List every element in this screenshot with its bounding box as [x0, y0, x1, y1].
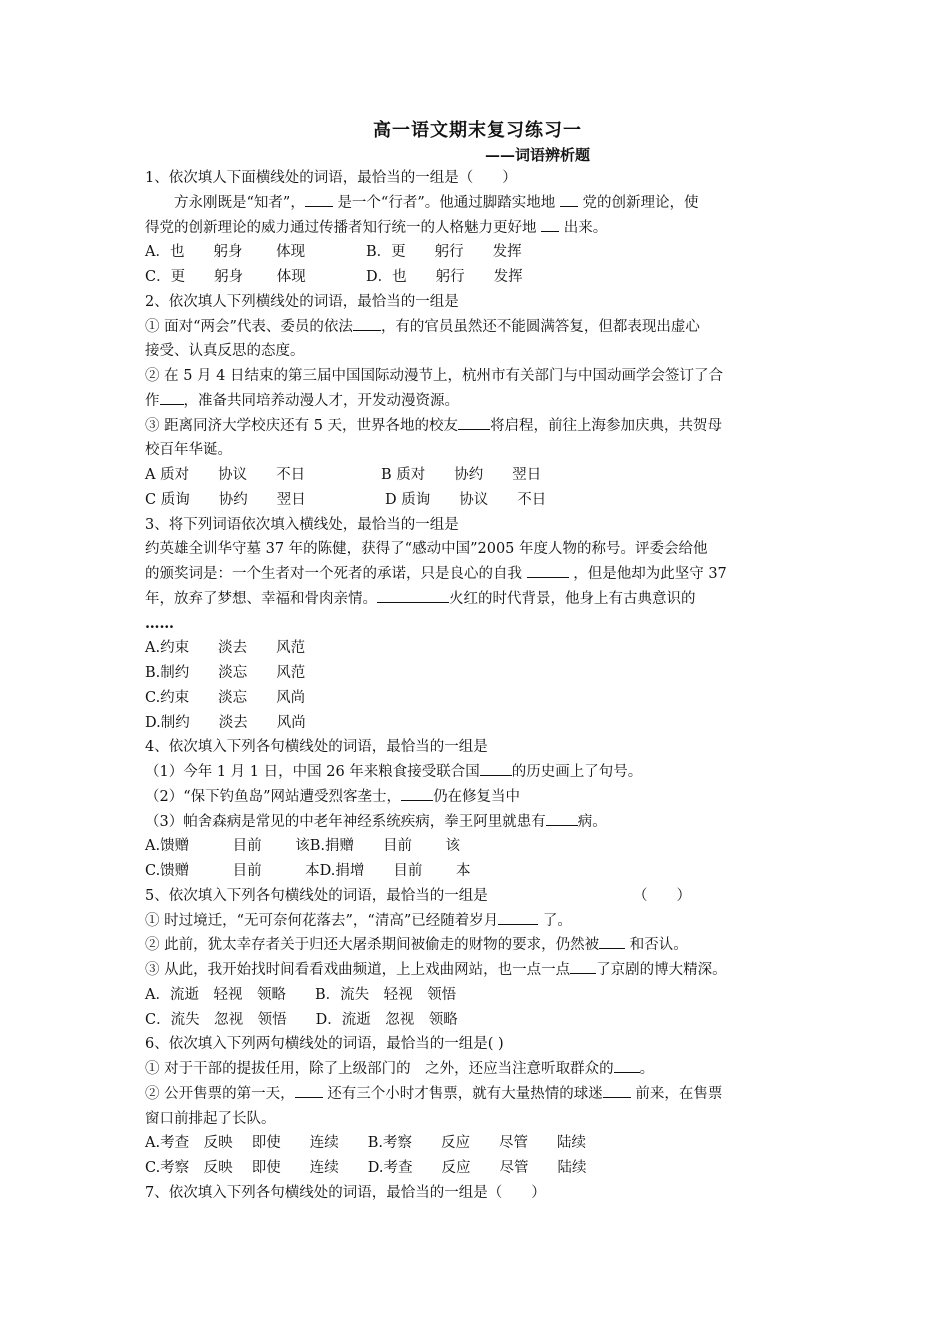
option-c[interactable]: C 质询 协约 翌日 — [145, 491, 306, 508]
q6-stem: 6、依次填入下列两句横线处的词语，最恰当的一组是( ) — [145, 1036, 504, 1053]
text: 仍在修复当中 — [433, 788, 521, 805]
text: ② 公开售票的第一天， — [145, 1085, 295, 1102]
q4-sentence-1 — [145, 760, 810, 785]
q1-passage-line — [145, 191, 810, 216]
text: （3）帕舍森病是常见的中老年神经系统疾病，拳王阿里就患有 — [145, 813, 546, 830]
q4-options-ab[interactable]: A.馈赠 目前 该B.捐赠 目前 该 — [145, 838, 461, 855]
q6-sentence-1 — [145, 1057, 810, 1082]
answer-blank — [480, 761, 512, 776]
answer-paren: （ ） — [633, 887, 691, 904]
q2-sentence-2: ② 在 5 月 4 日结束的第三届中国国际动漫节上，杭州市有关部门与中国动画学会签订了合 — [145, 368, 723, 384]
answer-blank — [614, 1058, 640, 1073]
q1-options-row — [145, 265, 810, 290]
text: ① 时过境迁，“无可奈何花落去”，“清高”已经随着岁月 — [145, 912, 499, 929]
answer-blank — [458, 415, 490, 430]
option-a[interactable]: A.约束 淡去 风范 — [145, 640, 306, 657]
option-c[interactable]: C．更 躬身 体现 — [145, 269, 306, 285]
option-a[interactable]: A．也 躬身 体现 — [145, 244, 306, 261]
text: 作 — [145, 392, 160, 409]
option-b[interactable]: B.制约 淡忘 风范 — [145, 665, 306, 681]
q1-stem: 1、依次填人下面横线处的词语，最恰当的一组是（ ） — [145, 170, 517, 186]
q6-sentence-2-cont: 窗口前排起了长队。 — [145, 1110, 276, 1127]
text: 火红的时代背景，他身上有古典意识的 — [449, 590, 696, 607]
text: ① 对于干部的提拔任用，除了上级部门的 之外，还应当注意听取群众的 — [145, 1061, 614, 1077]
text: ① 面对“两会”代表、委员的依法 — [145, 318, 353, 335]
answer-blank — [295, 1083, 323, 1098]
text: （2）“保下钓鱼岛”网站遭受烈客垄士， — [145, 788, 402, 805]
text: 方永刚既是“知者”， — [174, 194, 305, 211]
q5-stem — [145, 884, 810, 909]
q2-sentence-3 — [145, 414, 810, 439]
option-d[interactable]: D．也 躬行 发挥 — [366, 269, 523, 285]
q5-options-ab[interactable]: A．流逝 轻视 领略 B．流失 轻视 领悟 — [145, 986, 457, 1003]
q3-stem: 3、将下列词语依次填入横线处，最恰当的一组是 — [145, 516, 459, 533]
q2-options-row — [145, 488, 810, 513]
text: ，有的官员虽然还不能圆满答复，但都表现出虚心 — [380, 318, 700, 335]
page-title: 高一语文期末复习练习一 — [373, 120, 582, 141]
q4-stem: 4、依次填入下列各句横线处的词语，最恰当的一组是 — [145, 739, 488, 756]
answer-blank — [560, 192, 578, 207]
answer-blank — [498, 910, 538, 925]
answer-blank — [603, 1083, 631, 1098]
q7-stem: 7、依次填入下列各句横线处的词语，最恰当的一组是（ ） — [145, 1184, 546, 1201]
q4-sentence-3 — [145, 810, 810, 835]
text: ② 此前，犹太幸存者关于归还大屠杀期间被偷走的财物的要求，仍然被 — [145, 937, 600, 954]
option-c[interactable]: C.约束 淡忘 风尚 — [145, 689, 306, 706]
q2-sentence-1-cont: 接受、认真反思的态度。 — [145, 343, 305, 360]
text: 得党的创新理论的威力通过传播者知行统一的人格魅力更好地 — [145, 219, 537, 236]
q6-options-cd[interactable]: C.考察 反映 即使 连续 D.考查 反应 尽管 陆续 — [145, 1160, 587, 1176]
q3-passage-line — [145, 587, 810, 612]
q5-sentence-1 — [145, 909, 810, 934]
text: ，但是他却为此坚守 37 — [573, 566, 727, 582]
text: ③ 从此，我开始找时间看看戏曲频道，上上戏曲网站，也一点一点 — [145, 962, 571, 978]
q2-options-row — [145, 463, 810, 488]
text: 的颁奖词是：一个生者对一个死者的承诺，只是良心的自我 — [145, 566, 522, 582]
q1-passage-line — [145, 216, 810, 241]
answer-blank — [541, 217, 559, 232]
text: ③ 距离同济大学校庆还有 5 天，世界各地的校友 — [145, 417, 459, 434]
q6-sentence-2 — [145, 1082, 810, 1107]
page-subtitle: ——词语辨析题 — [484, 146, 590, 164]
q4-sentence-2 — [145, 785, 810, 810]
q6-options-ab[interactable]: A.考查 反映 即使 连续 B.考察 反应 尽管 陆续 — [145, 1135, 586, 1152]
q1-options-row — [145, 240, 810, 265]
text: 党的创新理论，使 — [582, 194, 699, 211]
answer-blank — [599, 934, 625, 949]
answer-blank — [377, 588, 449, 603]
text: 。 — [639, 1061, 655, 1077]
q4-options-cd[interactable]: C.馈赠 目前 本D.捐增 目前 本 — [145, 863, 471, 879]
q3-passage-line: 约英雄全训华守墓 37 年的陈健，获得了“感动中国”2005 年度人物的称号。评委会给他 — [145, 541, 708, 558]
answer-blank — [353, 316, 381, 331]
q2-stem: 2、依次填人下列横线处的词语，最恰当的一组是 — [145, 293, 459, 310]
option-b[interactable]: B 质对 协约 翌日 — [381, 467, 542, 483]
text: ，准备共同培养动漫人才，开发动漫资源。 — [183, 392, 459, 409]
q5-options-cd[interactable]: C．流失 忽视 领悟 D．流逝 忽视 领略 — [145, 1011, 458, 1028]
q5-sentence-2 — [145, 933, 810, 958]
q5-sentence-3 — [145, 958, 810, 983]
answer-blank — [160, 390, 184, 405]
text: 和否认。 — [629, 937, 688, 954]
text: 病。 — [577, 813, 607, 830]
answer-blank — [570, 959, 596, 974]
option-d[interactable]: D.制约 淡去 风尚 — [145, 714, 306, 731]
option-b[interactable]: B．更 躬行 发挥 — [366, 244, 522, 261]
text: 出来。 — [563, 219, 608, 236]
text: 年，放弃了梦想、幸福和骨肉亲情。 — [145, 590, 377, 607]
text: 还有三个小时才售票，就有大量热情的球迷 — [327, 1085, 603, 1102]
text: 5、依次填入下列各句横线处的词语，最恰当的一组是 — [145, 887, 488, 904]
text: 了。 — [542, 912, 572, 929]
answer-blank — [305, 192, 333, 207]
text: 的历史画上了句号。 — [511, 764, 643, 780]
text: 了京剧的博大精深。 — [596, 962, 727, 978]
option-a[interactable]: A 质对 协议 不日 — [145, 467, 306, 483]
text: 前来，在售票 — [635, 1085, 723, 1102]
q3-ellipsis: …… — [145, 614, 174, 632]
answer-blank — [401, 786, 433, 801]
q3-passage-line — [145, 562, 810, 587]
answer-blank — [527, 563, 569, 578]
document-page — [145, 118, 810, 1206]
q2-sentence-1 — [145, 315, 810, 340]
q2-sentence-3-cont: 校百年华诞。 — [145, 442, 232, 459]
option-d[interactable]: D 质询 协议 不日 — [385, 491, 547, 508]
q2-sentence-2-cont — [145, 389, 810, 414]
text: 将启程，前往上海参加庆典，共贺母 — [490, 417, 723, 434]
answer-blank — [546, 811, 578, 826]
text: 是一个“行者”。他通过脚踏实地地 — [337, 194, 556, 211]
text: （1）今年 1 月 1 日，中国 26 年来粮食接受联合国 — [145, 764, 480, 780]
